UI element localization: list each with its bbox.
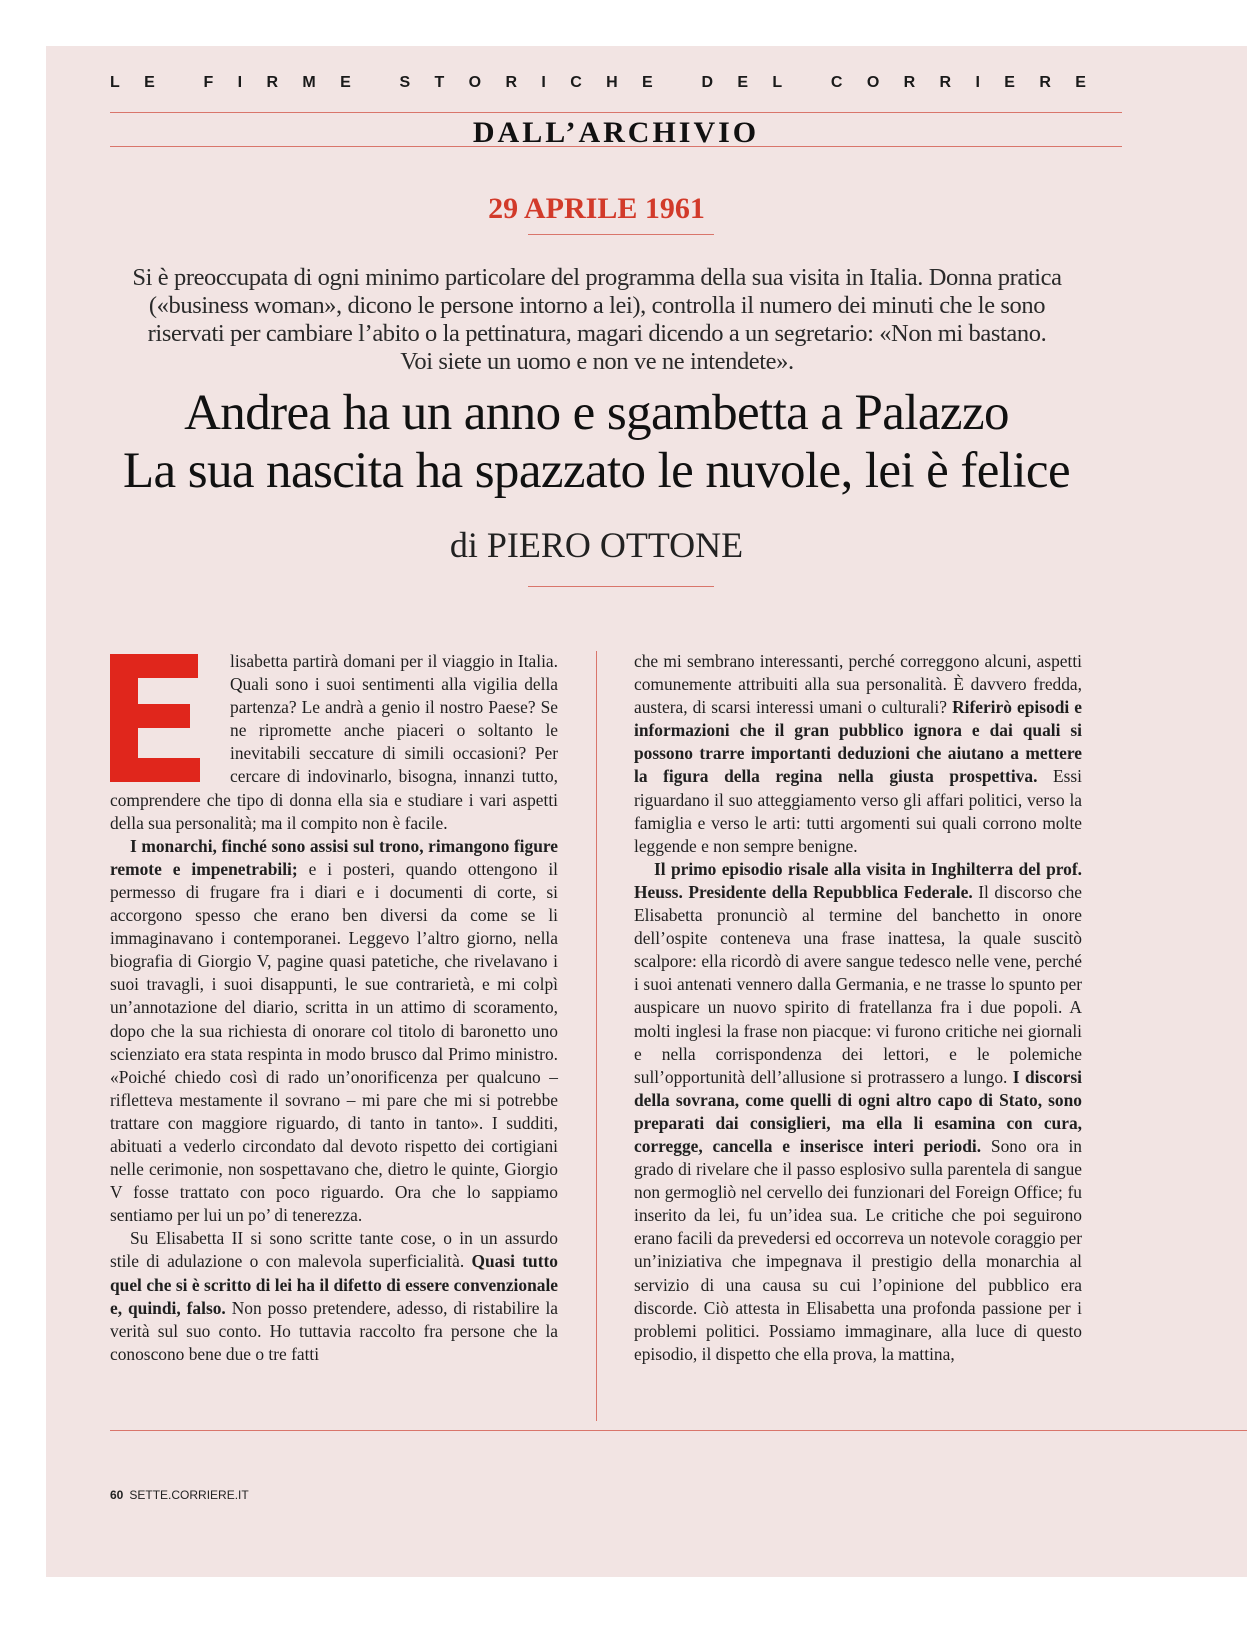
section-title: DALL’ARCHIVIO xyxy=(472,116,760,149)
kicker-letter: R xyxy=(903,74,916,91)
section-rule-top xyxy=(110,112,1122,113)
headline-line-2: La sua nascita ha spazzato le nuvole, lei è felice xyxy=(122,443,1071,499)
paragraph xyxy=(634,858,1082,1366)
kicker-letter: E xyxy=(642,74,653,91)
kicker-letter: C xyxy=(830,74,843,91)
paragraph-text: che mi sembrano interessanti, perché correggono alcuni, aspetti comunemente attribuiti alla sua personalità. È davvero fredda, austera, di scarsi interessi umani o culturali? xyxy=(634,651,1082,718)
kicker-letter: L xyxy=(110,74,120,91)
bold-highlight: I discorsi della sovrana, come quelli di ogni altro capo di Stato, sono preparati dai consiglieri, ma ella li esamina con cura, corregge, cancella e inserisce interi periodi. xyxy=(634,1066,1082,1156)
paragraph xyxy=(110,650,558,835)
page-number: 60 xyxy=(110,1488,124,1502)
kicker-letter: I xyxy=(975,74,980,91)
bold-highlight: Il primo episodio risale alla visita in Inghilterra del prof. Heuss. Presidente della Repubblica Federale. xyxy=(634,858,1082,902)
kicker-letter: M xyxy=(302,74,316,91)
paragraph-text: Non posso pretendere, adesso, di ristabilire la verità sul suo conto. Ho tuttavia raccolto fra persone che la conoscono bene due o tre fatti xyxy=(110,1297,558,1364)
section-rule-bottom xyxy=(110,146,1122,147)
headline-line-1: Andrea ha un anno e sgambetta a Palazzo xyxy=(184,385,1009,441)
paragraph xyxy=(110,1227,558,1366)
paragraph xyxy=(110,835,558,1228)
bold-highlight: I monarchi, finché sono assisi sul trono, rimangono figure remote e impenetrabili; xyxy=(110,835,558,879)
paragraph-text: e i posteri, quando ottengono il permesso di frugare fra i diari e i documenti di corte, si accorgono spesso che erano ben diversi da come se li immaginavano i contemporanei. Leggevo l’altro giorno, nella biografia di Giorgio V, pagine quasi patetiche, che rivelavano i suoi travagli, i suoi disappunti, le sue contrarietà, e mi colpì un’annotazione del diario, scritta in un attimo di scoramento, dopo che la sua richiesta di onorare col titolo di baronetto uno scienziato era stata respinta in modo brusco dal Primo ministro. «Poiché chiedo così di rado un’onorificenza per qualcuno – rifletteva mestamente il sovrano – mi pare che mi si potrebbe trattare con maggiore riguardo, di tanto in tanto». I sudditi, abituati a vederlo circondato dal devoto rispetto dei cortigiani nelle cerimonie, non sospettavano che, dietro le quinte, Giorgio V fosse trattato con poco riguardo. Ora che lo sappiamo sentiamo per lui un po’ di tenerezza. xyxy=(110,858,558,1226)
paragraph-text: Sono ora in grado di rivelare che il passo esplosivo sulla parentela di sangue non germogliò nel cervello dei funzionari del Foreign Office; fu inserito da lei, fu un’idea sua. Le critiche che poi seguirono erano facili da prevedersi ed occorreva un notevole coraggio per un’iniziativa che impegnava il prestigio della monarchia al servizio di una causa su cui l’opinione del pubblico era discorde. Ciò attesta in Elisabetta una profonda passione per i problemi politici. Possiamo immaginare, alla luce di questo episodio, il dispetto che ella prova, la mattina, xyxy=(634,1135,1082,1364)
footer-rule xyxy=(110,1430,1247,1431)
kicker-letter: T xyxy=(434,74,445,91)
lead-paragraph: Si è preoccupata di ogni minimo particolare del programma della sua visita in Italia. Donna pratica («business woman», dicono le persone intorno a lei), controlla il numero dei minuti che le sono riservati per cambiare l’abito o la pettinatura, magari dicendo a un segretario: «Non mi bastano. Voi siete un uomo e non ve ne intendete». xyxy=(132,264,1062,375)
bold-highlight: Riferirò episodi e informazioni che il gran pubblico ignora e dai quali si possono trarre importanti deduzioni che aiutano a mettere la figura della regina nella giusta prospettiva. xyxy=(634,697,1082,787)
kicker-letter: I xyxy=(541,74,546,91)
paragraph-text: Il discorso che Elisabetta pronunciò al termine del banchetto in onore dell’ospite conteneva una frase inattesa, la quale suscitò scalpore: ella ricordò di avere sangue tedesco nelle vene, perché i suoi antenati vennero dalla Germania, e ne trasse lo spunto per auspicare un nuovo spirito di fratellanza fra i due popoli. A molti inglesi la frase non piacque: vi furono critiche nei giornali e nella corrispondenza dei lettori, e le polemiche sull’opportunità dell’allusione si protrassero a lungo. xyxy=(634,881,1082,1087)
article-page xyxy=(46,46,1247,1577)
kicker-letter: L xyxy=(772,74,783,91)
drop-cap xyxy=(110,650,200,782)
bold-highlight: Quasi tutto quel che si è scritto di lei ha il difetto di essere convenzionale e, quindi, falso. xyxy=(110,1251,558,1318)
folio xyxy=(110,1488,249,1502)
kicker-letter: R xyxy=(266,74,279,91)
column-separator xyxy=(596,651,597,1421)
paragraph-text: Su Elisabetta II si sono scritte tante cose, o in un assurdo stile di adulazione o con malevola superficialità. xyxy=(110,1228,558,1272)
paragraph xyxy=(634,650,1082,858)
kicker-letter: I xyxy=(237,74,243,91)
byline: di PIERO OTTONE xyxy=(449,525,744,565)
kicker-letter: R xyxy=(939,74,952,91)
kicker-letter: H xyxy=(606,74,618,91)
article-date: 29 APRILE 1961 xyxy=(488,192,705,225)
kicker-letter: S xyxy=(399,74,411,91)
kicker-letter: O xyxy=(468,74,482,91)
kicker-letter: O xyxy=(866,74,880,91)
date-divider xyxy=(528,234,714,235)
kicker-letter: R xyxy=(1039,74,1051,91)
kicker-le-firme-storiche xyxy=(110,74,1086,92)
kicker-letter: E xyxy=(737,74,749,91)
kicker-letter: R xyxy=(505,74,518,91)
paragraph-text: lisabetta partirà domani per il viaggio in Italia. Quali sono i suoi sentimenti alla vigilia della partenza? Le andrà a genio il nostro Paese? Se ne ripromette anche piaceri o soltanto le inevitabili seccature di simili occasioni? Per cercare di indovinarlo, bisogna, innanzi tutto, comprendere che tipo di donna ella sia e studiare i vari aspetti della sua personalità; ma il compito non è facile. xyxy=(110,651,558,833)
kicker-letter: D xyxy=(701,74,713,91)
site-link[interactable]: SETTE.CORRIERE.IT xyxy=(129,1488,249,1502)
kicker-letter: E xyxy=(1075,74,1086,91)
body-column-right xyxy=(634,650,1082,1366)
body-column-left xyxy=(110,650,558,1366)
headline xyxy=(46,384,1147,500)
drop-cap-glyph xyxy=(110,654,200,782)
kicker-letter: E xyxy=(1004,74,1015,91)
kicker-letter: E xyxy=(144,74,155,91)
byline-divider xyxy=(528,586,714,587)
kicker-letter: F xyxy=(203,74,214,91)
paragraph-text: Essi riguardano il suo atteggiamento verso gli affari politici, verso la famiglia e verso le arti: tutti argomenti sui quali corrono molte leggende e non sempre benigne. xyxy=(634,766,1082,856)
kicker-letter: E xyxy=(340,74,351,91)
kicker-letter: C xyxy=(570,74,582,91)
